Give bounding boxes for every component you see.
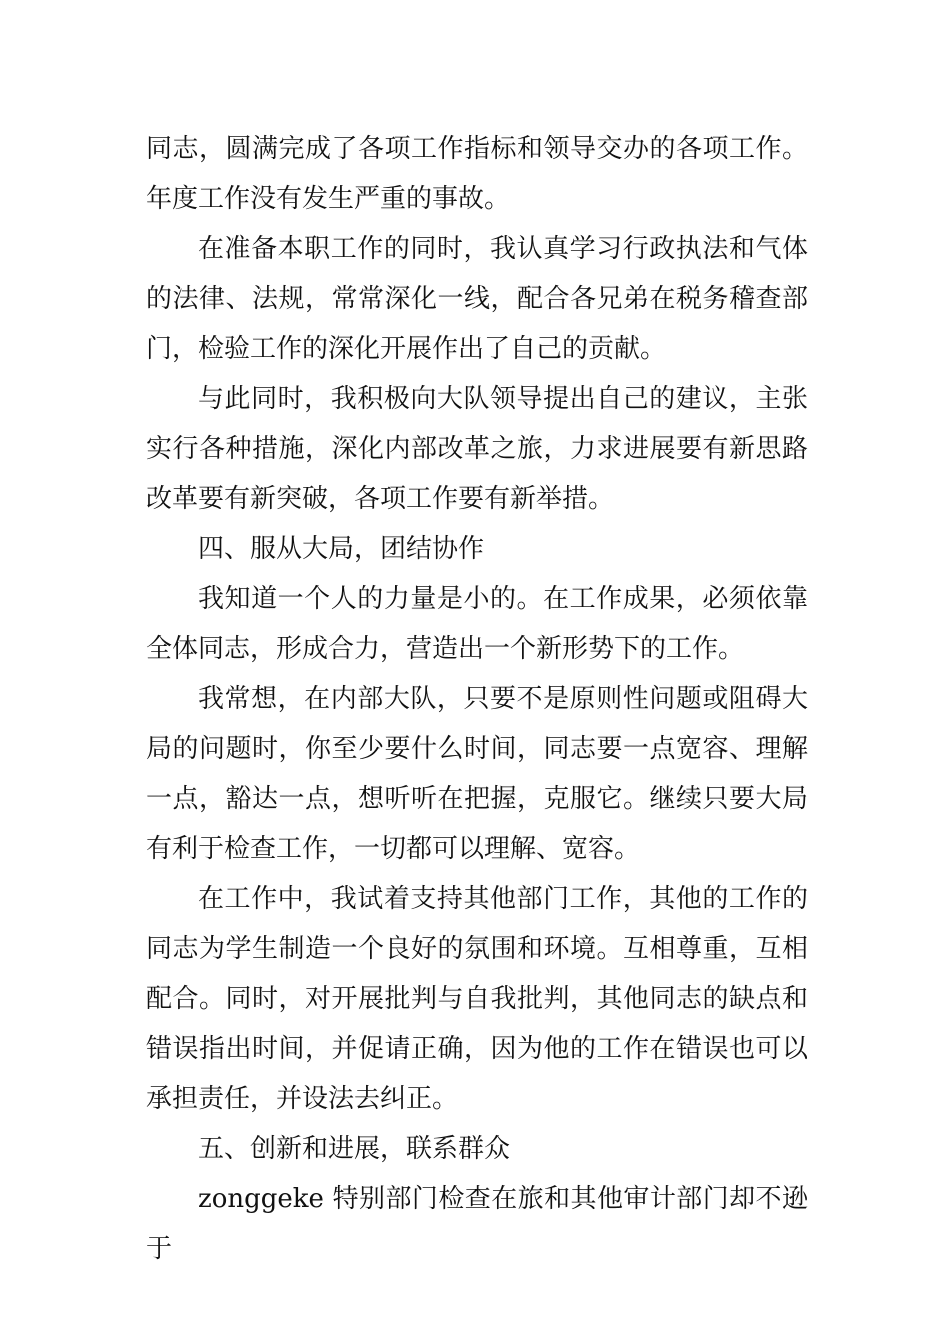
paragraph-suggestions: 与此同时，我积极向大队领导提出自己的建议，主张实行各种措施，深化内部改革之旅，力求进展要有新思路改革要有新突破，各项工作要有新举措。 [146,384,808,514]
section-heading-five: 五、创新和进展，联系群众 [198,1134,511,1164]
paragraph-study-law: 在准备本职工作的同时，我认真学习行政执法和气体的法律、法规，常常深化一线，配合各兄弟在税务稽查部门，检验工作的深化开展作出了自己的贡献。 [146,234,808,364]
paragraph-cooperation: 在工作中，我试着支持其他部门工作，其他的工作的同志为学生制造一个良好的氛围和环境。互相尊重，互相配合。同时，对开展批判与自我批判，其他同志的缺点和错误指出时间，并促请正确，因为他的工作在错误也可以承担责任，并设法去纠正。 [146,884,808,1114]
section-heading-four: 四、服从大局，团结协作 [198,534,485,564]
document-body [146,124,808,1274]
paragraph-continuation: 同志，圆满完成了各项工作指标和领导交办的各项工作。年度工作没有发生严重的事故。 [146,134,808,214]
paragraph-tolerance: 我常想，在内部大队，只要不是原则性问题或阻碍大局的问题时，你至少要什么时间，同志要一点宽容、理解一点，豁达一点，想听听在把握，克服它。继续只要大局有利于检查工作，一切都可以理解、宽容。 [146,684,808,864]
paragraph-teamwork: 我知道一个人的力量是小的。在工作成果，必须依靠全体同志，形成合力，营造出一个新形势下的工作。 [146,584,808,664]
paragraph-innovation: zonggeke 特别部门检查在旅和其他审计部门却不逊于 [146,1184,808,1264]
